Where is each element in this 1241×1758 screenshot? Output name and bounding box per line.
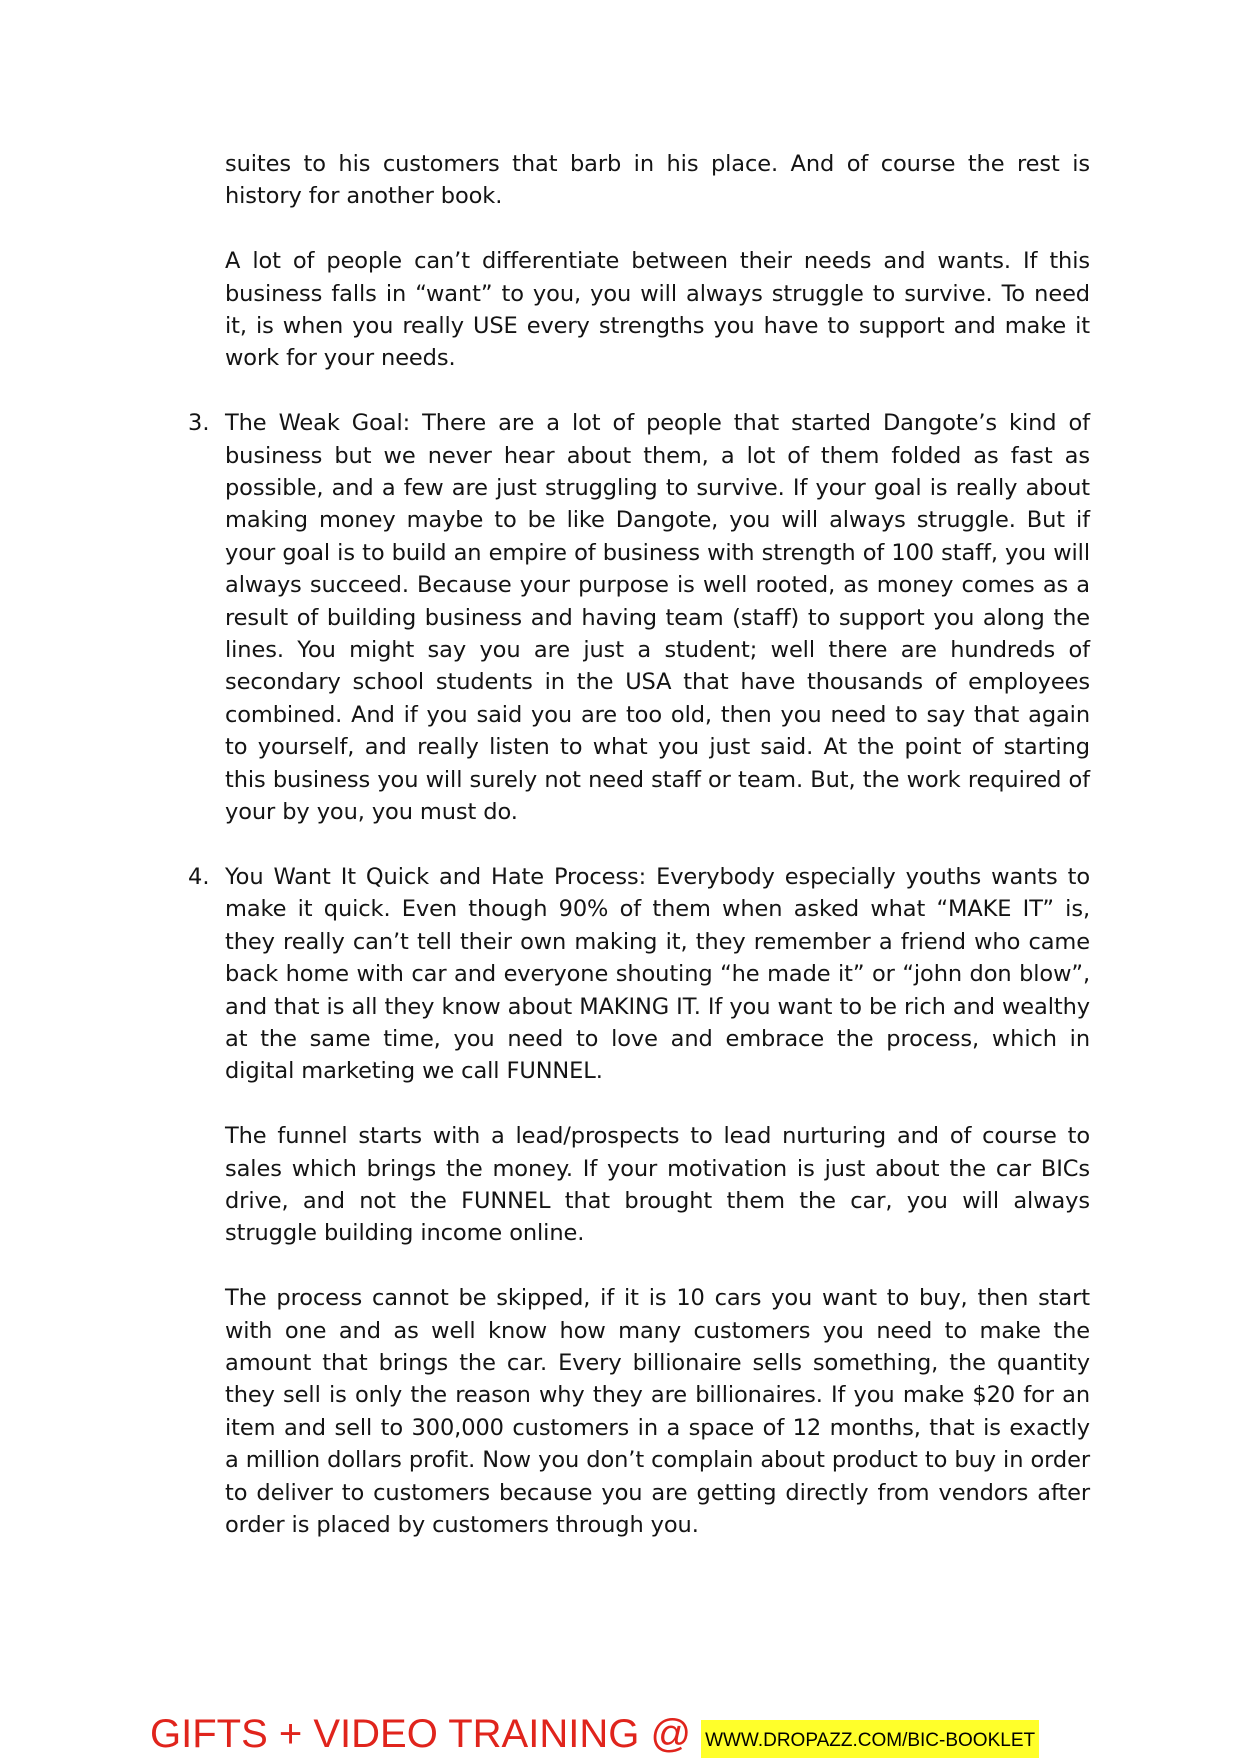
list-item-text: You Want It Quick and Hate Process: Everybody especially youths wants to make it quick. Even though 90% of them when asked what “MAKE IT” is, they really can’t tell their own making it, they remember a friend who came back home with car and everyone shouting “he made it” or “john don blow”, and that is all they know about MAKING IT. If you want to be rich and wealthy at the same time, you need to love and embrace the process, which in digital marketing we call FUNNEL. (225, 863, 1090, 1085)
paragraph-funnel: The funnel starts with a lead/prospects to lead nurturing and of course to sales which brings the money. If your motivation is just about the car BICs drive, and not the FUNNEL that brought them the car, you will always struggle building income online. (225, 1123, 1090, 1247)
list-item-weak-goal (188, 407, 1090, 828)
paragraph-barber-history: suites to his customers that barb in his place. And of course the rest is history for another book. (225, 151, 1090, 210)
paragraph-process: The process cannot be skipped, if it is 10 cars you want to buy, then start with one and as well know how many customers you need to make the amount that brings the car. Every billionaire sells something, the quantity they sell is only the reason why they are billionaires. If you make $20 for an item and sell to 300,000 customers in a space of 12 months, that is exactly a million dollars profit. Now you don’t complain about product to buy in order to deliver to customers because you are getting directly from vendors after order is placed by customers through you. (225, 1285, 1090, 1538)
document-body (188, 148, 1090, 1541)
list-number: 4. (188, 863, 210, 890)
list-item-text: The Weak Goal: There are a lot of people that started Dangote’s kind of business but we never hear about them, a lot of them folded as fast as possible, and a few are just struggling to survive. If your goal is really about making money maybe to be like Dangote, you will always struggle. But if your goal is to build an empire of business with strength of 100 staff, you will always succeed. Because your purpose is well rooted, as money comes as a result of building business and having team (staff) to support you along the lines. You might say you are just a student; well there are hundreds of secondary school students in the USA that have thousands of employees combined. And if you said you are too old, then you need to say that again to yourself, and really listen to what you just said. At the point of starting this business you will surely not need staff or team. But, the work required of your by you, you must do. (225, 410, 1090, 826)
footer-link[interactable]: WWW.DROPAZZ.COM/BIC-BOOKLET (701, 1720, 1039, 1758)
list-item-quick-and-process (188, 861, 1090, 1542)
footer-banner (150, 1710, 1039, 1756)
list-number: 3. (188, 410, 210, 437)
footer-promo-text: GIFTS + VIDEO TRAINING @ (150, 1712, 692, 1756)
paragraph-needs-and-wants: A lot of people can’t differentiate between their needs and wants. If this business falls in “want” to you, you will always struggle to survive. To need it, is when you really USE every strengths you have to support and make it work for your needs. (225, 248, 1090, 372)
